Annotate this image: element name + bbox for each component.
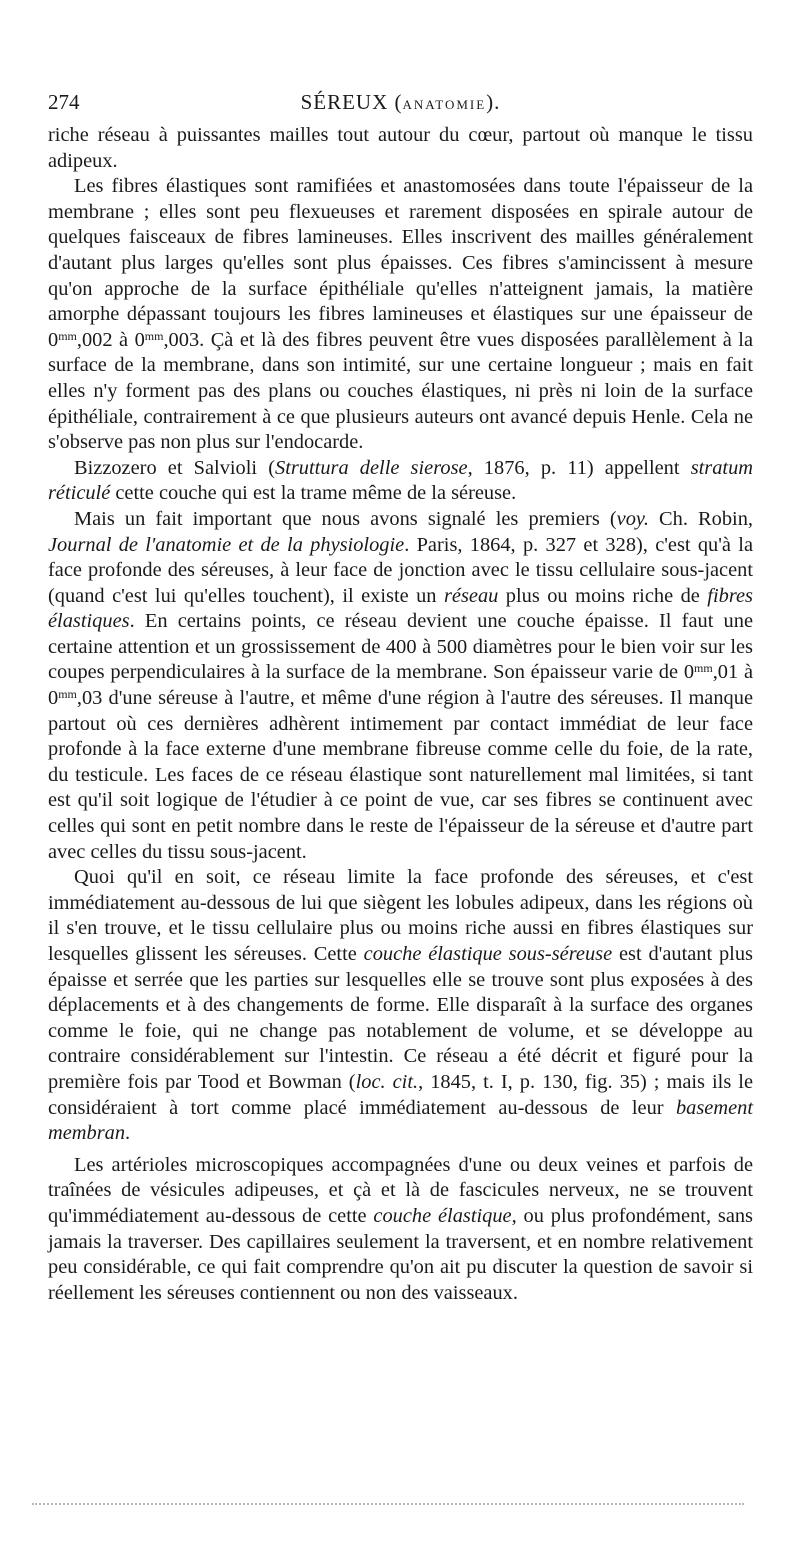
paragraph-text: ,003. Çà et là des fibres peuvent être vues disposées parallèlement à la surface de la membrane, dans son intimité, sur une certaine longueur ; mais en fait elles n'y forment pas des plans ou couches élastiques, ni près ni loin de la surface épithéliale, contrairement à ce que plusieurs auteurs ont avancé depuis Henle. Cela ne s'observe pas non plus sur l'endocarde. [48,328,754,454]
paragraph-arterioles [48,1153,753,1307]
measure-value: ,01 à [712,661,754,684]
running-title-subject: ANATOMIE [402,97,487,112]
paragraph-text: Ch. Robin, [648,507,753,530]
italic-term: stratum réticulé [48,456,754,505]
italic-term: fibres élastiques [48,584,753,633]
measure-value: ,002 à [76,328,135,351]
paragraph-text: cette couche qui est la trame même de la séreuse. [110,482,517,505]
page-number: 274 [48,90,80,114]
italic-term: basement membran [48,1096,753,1145]
unit-superscript: mm [144,328,164,343]
italic-term: réseau [443,584,499,607]
citation-title: Journal de l'anatomie et de la physiologie [48,533,405,556]
running-title [48,88,753,119]
paragraph-text: . Paris, 1864, p. 327 et 328), c'est qu'à la face profonde des séreuses, à leur face de jonction avec le tissu cellulaire sous-jacent (quand c'est lui qu'elles touchent), il existe un [48,533,753,607]
running-title-close: ). [486,90,501,114]
paragraph-text: ,03 d'une séreuse à l'autre, et même d'une région à l'autre des séreuses. Il manque partout où ces dernières adhèrent intimement par contact immédiat de leur face profonde à la face externe d'une membrane fibreuse comme celle du foie, de la rate, du testicule. Les faces de ce réseau élastique sont naturellement mal limitées, si tant est qu'il soit logique de l'étudier à ce point de vue, car ses fibres se continuent avec celles qui sont en petit nombre dans le reste de l'épaisseur de la séreuse et d'autre part avec celles du tissu sous-jacent. [48,687,753,863]
measure-value: 0 [48,687,59,710]
paragraph-elastic-fibres [48,174,753,456]
citation-title: Struttura delle sierose [275,456,468,479]
running-title-main: SÉREUX [300,90,389,114]
running-title-open: ( [388,90,403,114]
italic-term: couche élastique [373,1204,512,1227]
paragraph-text: Mais un fait important que nous avons signalé les premiers ( [74,507,617,530]
paragraph-text: , 1876, p. 11) appellent [467,456,691,479]
paragraph-text: . [125,1122,131,1145]
running-head [48,88,753,116]
unit-superscript: mm [58,687,77,702]
italic-term: voy. [616,507,649,530]
paragraph-text: est d'autant plus épaisse et serrée que les parties sur lesquelles elle se trouve sont plus exposées à des déplacements et à des changements de forme. Elle disparaît à la surface des organes comme le foie, qui ne change pas notablement de volume, et se développe au contraire considérablement sur l'intestin. Ce réseau a été décrit et figuré pour la première fois par Tood et Bowman ( [48,943,753,1093]
paragraph-text: . En certains points, ce réseau devient une couche épaisse. Il faut une certaine attention et un grossissement de 400 à 500 diamètres pour le bien voir sur les coupes perpendiculaires à la surface de la membrane. Son épaisseur varie de [48,610,753,684]
paragraph-subserous-layer [48,865,753,1147]
unit-superscript: mm [694,661,713,676]
paragraph-text: Quoi qu'il en soit, ce réseau limite la face profonde des séreuses, et c'est immédiatement au-dessous de lui que siègent les lobules adipeux, dans les régions où il s'en trouve, et le tissu cellulaire plus ou moins riche aussi en fibres élastiques sur lesquelles glissent les séreuses. Cette [48,866,753,965]
italic-term: couche élastique sous-séreuse [363,943,613,965]
measure-value: 0 [683,661,695,684]
measure-value: 0 [134,328,145,351]
measure-value: 0 [48,328,59,351]
paragraph-bizzozero [48,456,753,507]
paragraph-text: riche réseau à puissantes mailles tout autour du cœur, partout où manque le tissu adipeux. [48,124,753,172]
paragraph-text: , 1845, t. I, p. 130, fig. 35) ; mais ils le considéraient à tort comme placé immédiatement au-dessous de leur [48,1070,753,1119]
unit-superscript: mm [58,328,77,343]
body-text [48,123,753,1306]
paragraph-text: Les artérioles microscopiques accompagnées d'une ou deux veines et parfois de traînées de vésicules adipeuses, et çà et là de fascicules nerveux, ne se trouvent qu'immédiatement au-dessous de cette [48,1153,753,1227]
paragraph-text: Bizzozero et Salvioli ( [74,456,276,479]
paragraph-text: plus ou moins riche de [498,584,708,607]
paragraph-elastic-network [48,507,753,865]
paragraph-text: , ou plus profondément, sans jamais la traverser. Des capillaires seulement la traversent, et en nombre relativement peu considérable, ce qui fait comprendre qu'on ait pu discuter la question de savoir si réellement les séreuses contiennent ou non des vaisseaux. [48,1204,753,1304]
citation-ref: loc. cit. [355,1070,419,1093]
paragraph-text: Les fibres élastiques sont ramifiées et anastomosées dans toute l'épaisseur de la membrane ; elles sont peu flexueuses et rarement disposées en spirale autour de quelques faisceaux de fibres lamineuses. Elles inscrivent des mailles généralement d'autant plus larges qu'elles sont plus épaisses. Ces fibres s'amincissent à mesure qu'on approche de la surface épithéliale qu'elles n'atteignent jamais, la matière amorphe dépassant toujours les fibres lamineuses et élastiques sur une épaisseur de [48,175,753,326]
paragraph-continued [48,123,753,174]
footer-rule [32,1503,744,1505]
